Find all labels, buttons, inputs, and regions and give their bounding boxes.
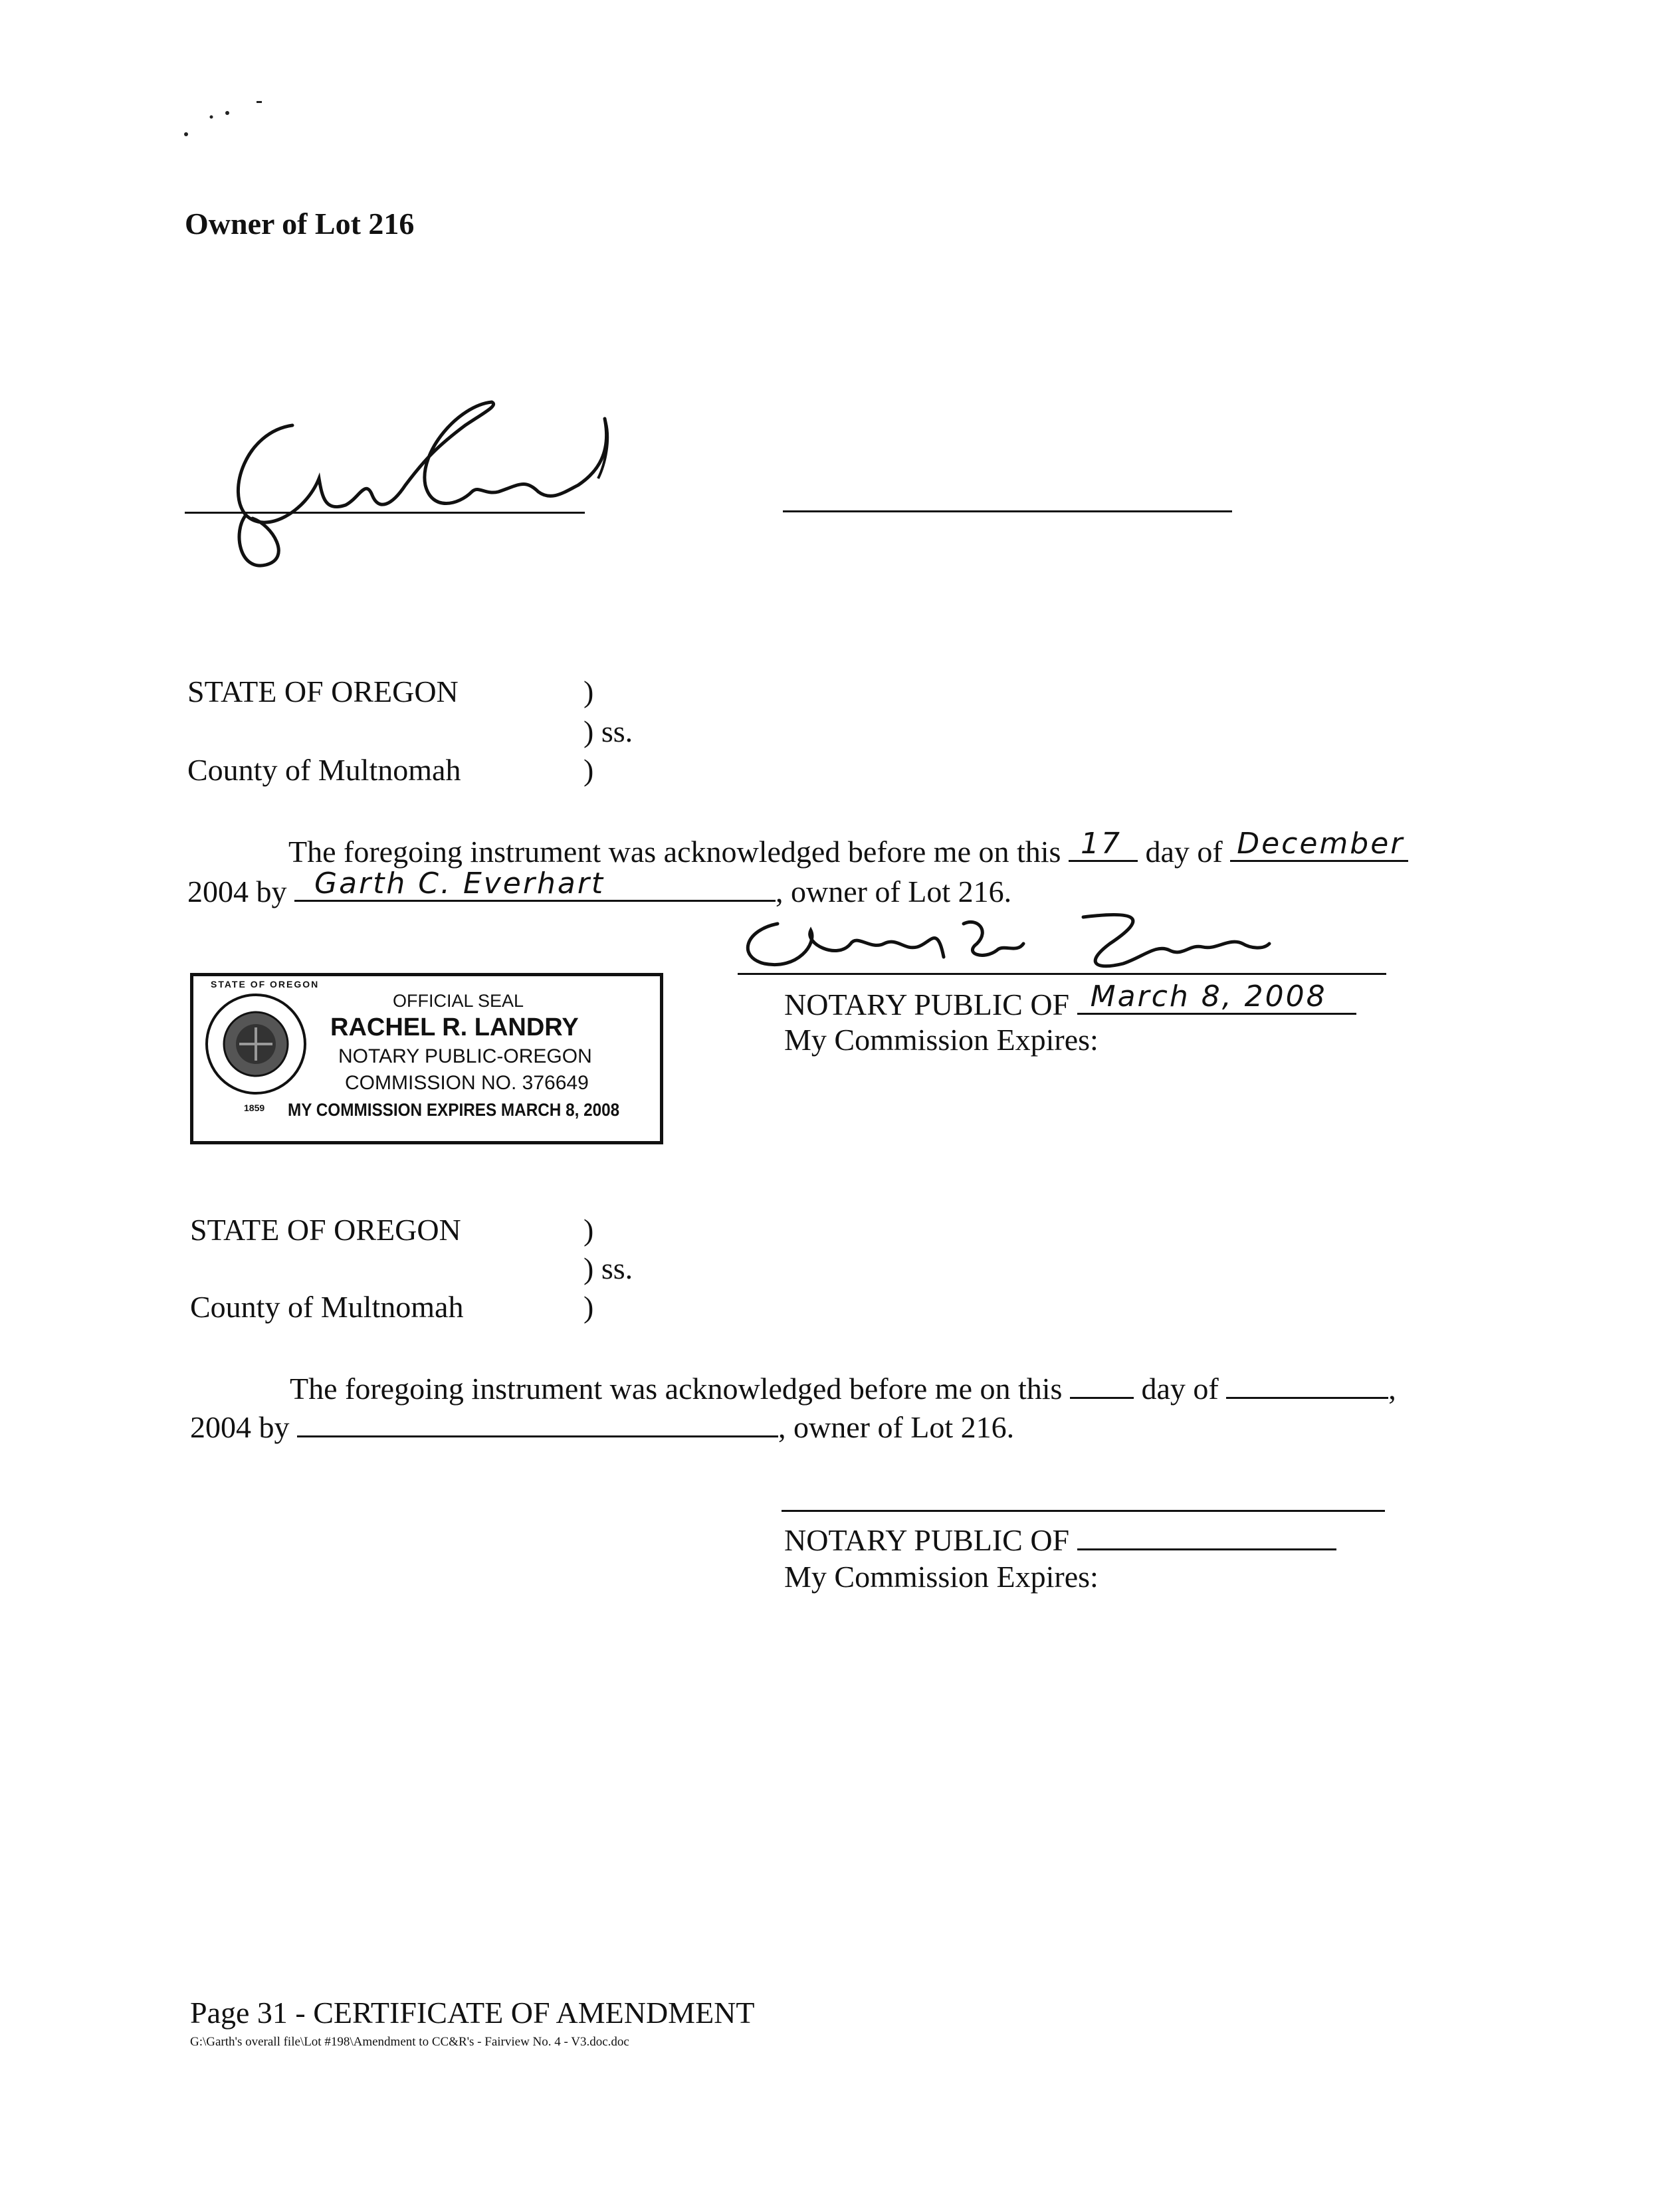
year-by-label: 2004 by — [187, 875, 287, 908]
acknowledgement-line-1b — [290, 1370, 1396, 1404]
name-value: Garth C. Everhart — [314, 867, 605, 900]
paren: ) — [583, 753, 594, 787]
acknowledgement-line-2b — [190, 1409, 1014, 1443]
county-label-2: County of Multnomah — [190, 1290, 464, 1324]
paren: ) — [583, 1213, 594, 1247]
file-path: G:\Garth's overall file\Lot #198\Amendment to CC&R's - Fairview No. 4 - V3.doc.doc — [190, 2035, 629, 2049]
commission-expires-label-2: My Commission Expires: — [784, 1560, 1099, 1594]
owner-heading: Owner of Lot 216 — [185, 207, 415, 241]
page-footer: Page 31 - CERTIFICATE OF AMENDMENT — [190, 1996, 755, 2030]
seal-notary-name: RACHEL R. LANDRY — [330, 1013, 579, 1041]
emblem-year: 1859 — [244, 1103, 265, 1113]
day-field-2[interactable] — [1070, 1370, 1134, 1399]
notary-of-field-2[interactable] — [1077, 1522, 1336, 1550]
official-seal-stamp — [190, 973, 663, 1144]
commission-expires-label: My Commission Expires: — [784, 1023, 1099, 1057]
owner-signature — [206, 379, 631, 578]
acknowledgement-line-2 — [187, 867, 1012, 908]
seal-title: OFFICIAL SEAL — [393, 991, 524, 1011]
acknowledgement-line-1 — [288, 827, 1408, 869]
month-field-2[interactable] — [1226, 1370, 1388, 1399]
notary-public-line — [784, 980, 1356, 1021]
seal-expiry: MY COMMISSION EXPIRES MARCH 8, 2008 — [288, 1100, 620, 1120]
notary-signature-line-2[interactable] — [782, 1510, 1385, 1512]
notary-public-label-2: NOTARY PUBLIC OF — [784, 1523, 1070, 1557]
notary-public-label: NOTARY PUBLIC OF — [784, 988, 1070, 1021]
ack-prefix: The foregoing instrument was acknowledged before me on this — [288, 835, 1061, 869]
oregon-state-emblem — [203, 991, 309, 1097]
name-field-2[interactable] — [297, 1409, 778, 1437]
month-field — [1230, 827, 1408, 862]
ack-prefix-2: The foregoing instrument was acknowledged before me on this — [290, 1372, 1063, 1406]
state-label: STATE OF OREGON — [187, 675, 459, 708]
year-by-label-2: 2004 by — [190, 1410, 290, 1444]
comma: , — [1388, 1372, 1396, 1406]
owner-suffix-2: , owner of Lot 216. — [778, 1410, 1015, 1444]
day-value: 17 — [1080, 827, 1122, 861]
county-label: County of Multnomah — [187, 753, 461, 787]
notary-of-value: March 8, 2008 — [1090, 980, 1327, 1013]
day-field — [1069, 827, 1138, 862]
notary-public-line-2 — [784, 1522, 1336, 1556]
day-of-label: day of — [1145, 835, 1223, 869]
name-field — [294, 867, 776, 902]
seal-commission-number: COMMISSION NO. 376649 — [345, 1072, 589, 1094]
paren: ) — [583, 675, 594, 708]
day-of-label-2: day of — [1141, 1372, 1219, 1406]
owner-signature-line — [185, 512, 585, 514]
notary-of-field — [1077, 980, 1356, 1015]
scan-specks — [173, 93, 279, 146]
ss-label-2: ) ss. — [583, 1251, 633, 1285]
second-signature-line — [783, 510, 1232, 512]
state-label-2: STATE OF OREGON — [190, 1213, 461, 1247]
emblem-top-text: STATE OF OREGON — [211, 979, 320, 990]
notary-signature-line — [738, 973, 1386, 975]
month-value: December — [1237, 827, 1405, 861]
paren: ) — [583, 1290, 594, 1324]
seal-notary-state: NOTARY PUBLIC-OREGON — [338, 1045, 592, 1067]
notary-signature — [738, 904, 1322, 977]
owner-suffix: , owner of Lot 216. — [776, 875, 1012, 908]
ss-label: ) ss. — [583, 714, 633, 748]
